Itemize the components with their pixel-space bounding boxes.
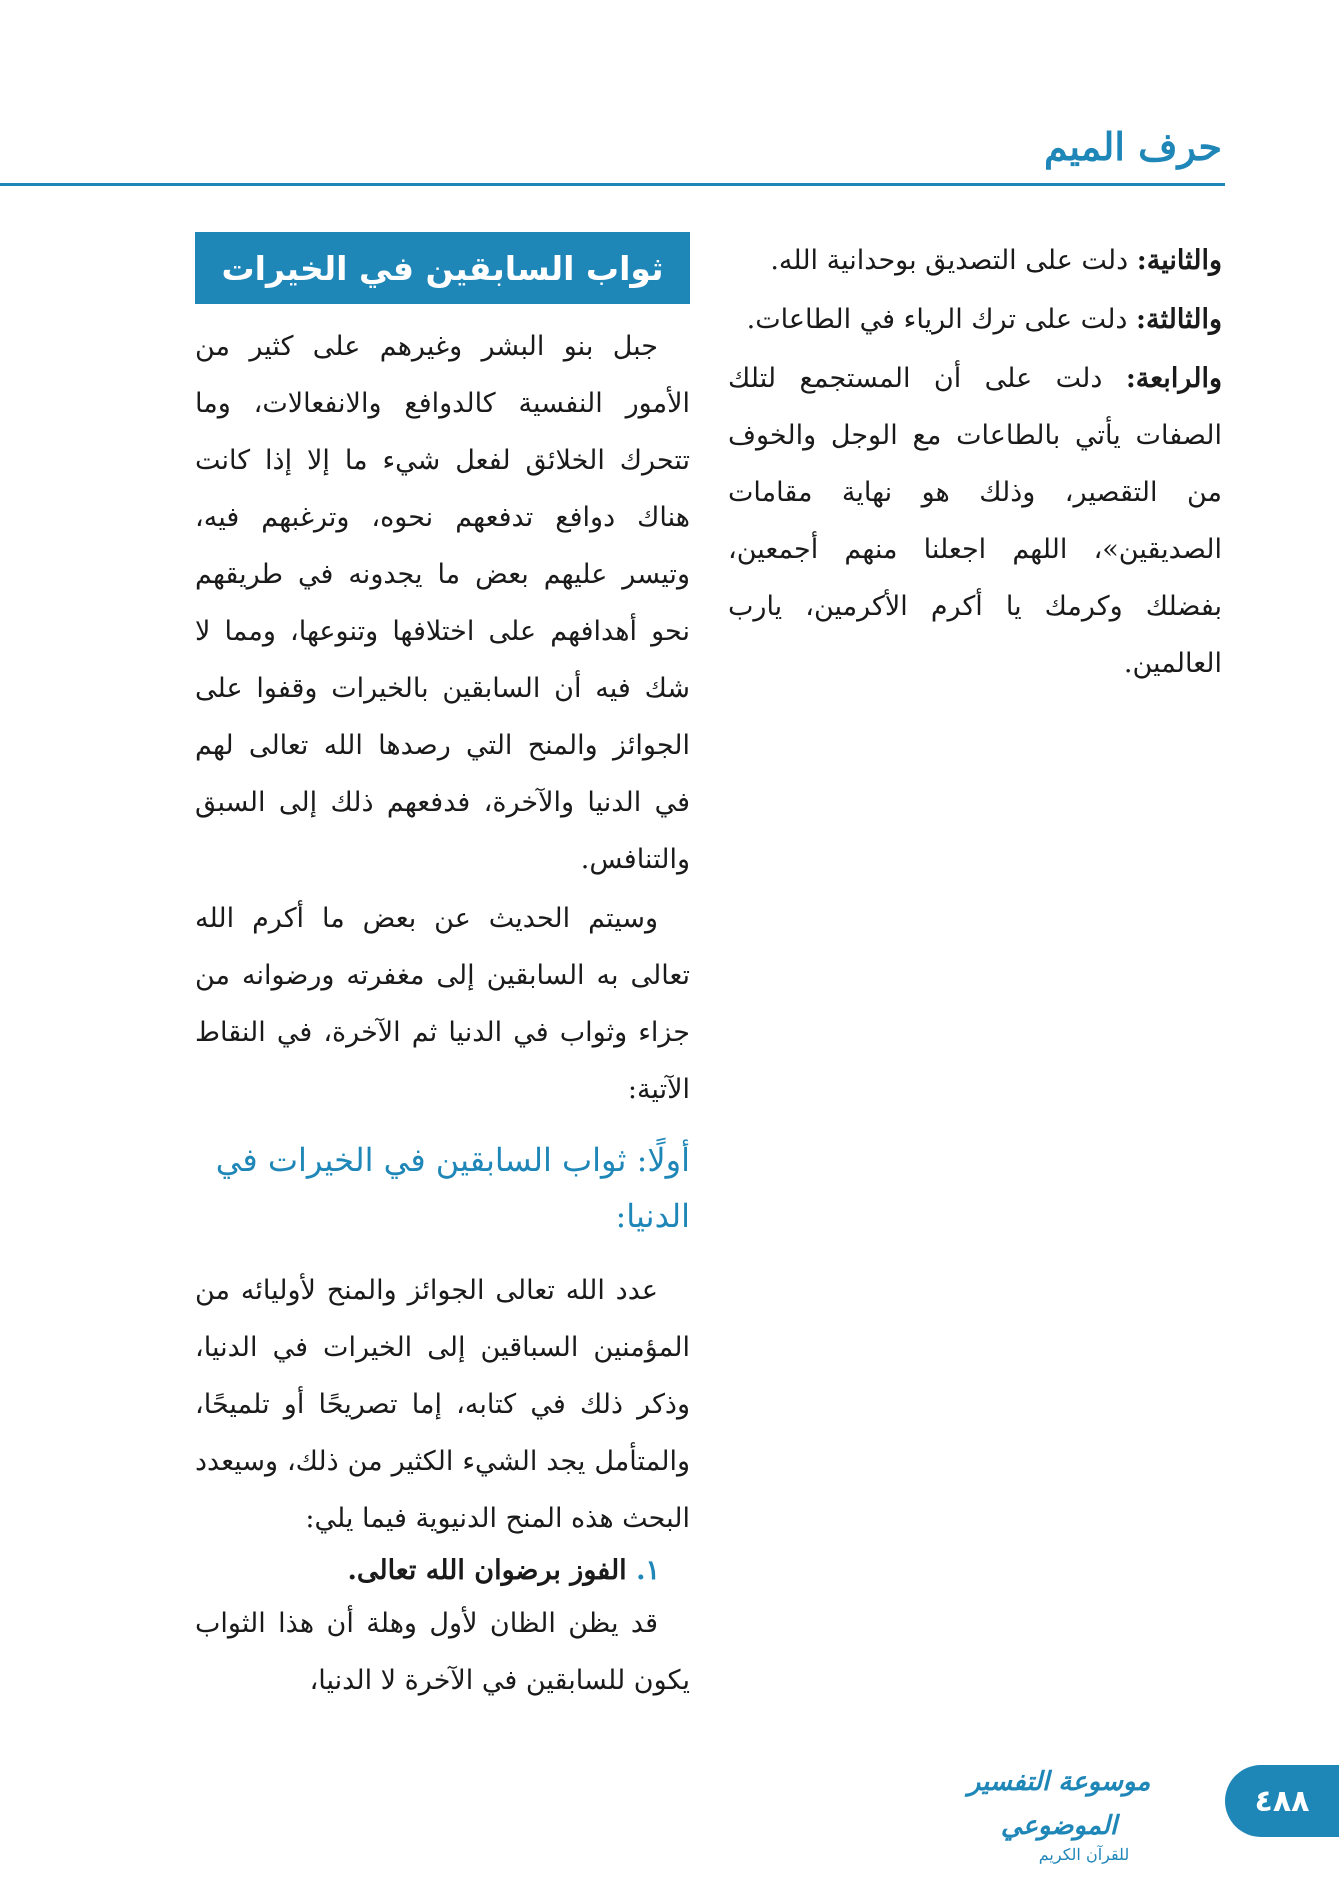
paragraph-label: والثانية:: [1136, 245, 1222, 276]
numbered-item: [195, 1547, 690, 1595]
third-paragraph: عدد الله تعالى الجوائز والمنح لأوليائه من المؤمنين السباقين إلى الخيرات في الدنيا، وذكر ذلك في كتابه، إما تصريحًا أو تلميحًا، والمتأمل يجد الشيء الكثير من ذلك، وسيعدد البحث هذه المنح الدنيوية فيما يلي:: [195, 1275, 690, 1534]
paragraph-second: [728, 232, 1222, 289]
page-number: ٤٨٨: [1225, 1765, 1339, 1837]
second-paragraph: وسيتم الحديث عن بعض ما أكرم الله تعالى به السابقين إلى مغفرته ورضوانه من جزاء وثواب في الدنيا ثم الآخرة، في النقاط الآتية:: [195, 903, 690, 1105]
paragraph-label: والثالثة:: [1136, 304, 1222, 335]
paragraph-text: دلت على أن المستجمع لتلك الصفات يأتي بالطاعات مع الوجل والخوف من التقصير، وذلك هو نهاية مقامات الصديقين»، اللهم اجعلنا منهم أجمعين، بفضلك وكرمك يا أكرم الأكرمين، يارب العالمين.: [728, 363, 1222, 679]
paragraph-label: والرابعة:: [1125, 363, 1222, 394]
right-column: [728, 232, 1222, 692]
paragraph-fourth: [728, 350, 1222, 692]
paragraph-third: [728, 291, 1222, 348]
logo-subtitle: للقرآن الكريم: [1038, 1845, 1130, 1864]
intro-paragraph: جبل بنو البشر وغيرهم على كثير من الأمور النفسية كالدوافع والانفعالات، وما تتحرك الخلائق لفعل شيء ما إلا إذا كانت هناك دوافع تدفعهم نحوه، وترغبهم فيه، وتيسر عليهم بعض ما يجدونه في طريقهم نحو أهدافهم على اختلافها وتنوعها، ومما لا شك فيه أن السابقين بالخيرات وقفوا على الجوائز والمنح التي رصدها الله تعالى لهم في الدنيا والآخرة، فدفعهم ذلك إلى السبق والتنافس.: [195, 331, 690, 875]
chapter-title: حرف الميم: [1044, 124, 1222, 169]
section-title: ثواب السابقين في الخيرات: [195, 232, 690, 304]
item-text: الفوز برضوان الله تعالى.: [347, 1555, 637, 1586]
logo-title: موسوعة التفسير الموضوعي: [967, 1767, 1151, 1841]
paragraph-text: دلت على التصديق بوحدانية الله.: [770, 245, 1137, 276]
subheading: أولًا: ثواب السابقين في الخيرات في الدنيا:: [215, 1141, 690, 1235]
left-column: [195, 232, 690, 1709]
encyclopedia-logo: [928, 1760, 1190, 1864]
paragraph-text: دلت على ترك الرياء في الطاعات.: [746, 304, 1137, 335]
item-number: ١.: [636, 1555, 660, 1586]
header-divider: [0, 183, 1225, 186]
fourth-paragraph: قد يظن الظان لأول وهلة أن هذا الثواب يكون للسابقين في الآخرة لا الدنيا،: [195, 1608, 690, 1696]
